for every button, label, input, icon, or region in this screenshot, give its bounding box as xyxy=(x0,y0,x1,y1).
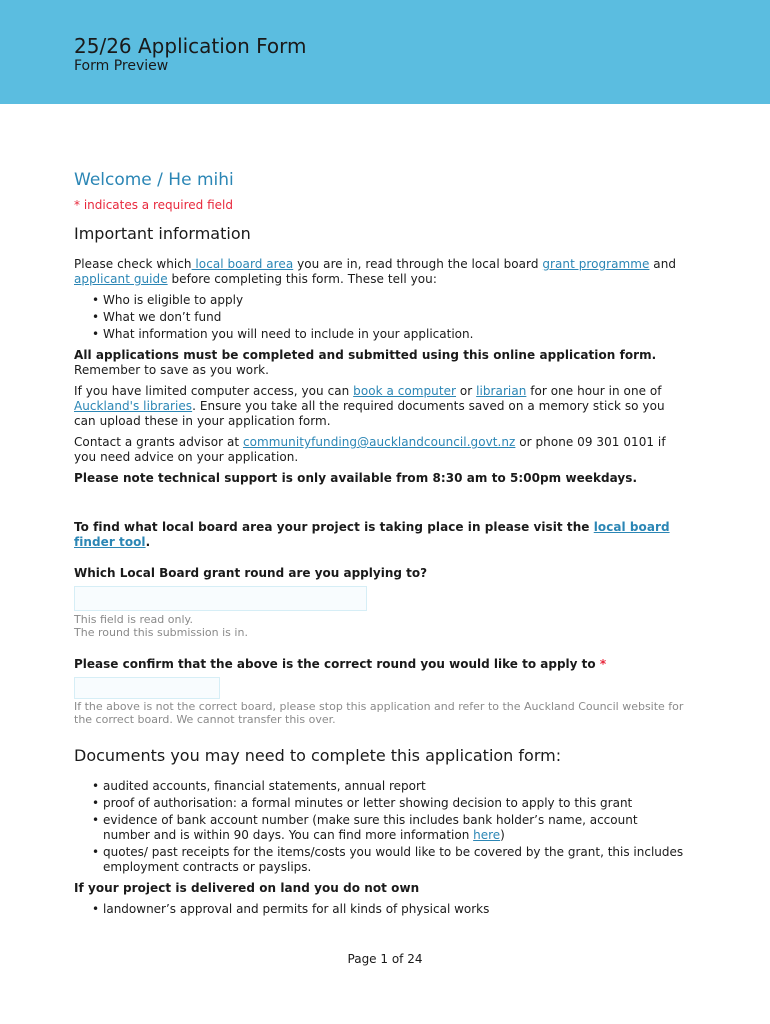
documents-heading: Documents you may need to complete this application form: xyxy=(74,746,562,765)
documents-list xyxy=(92,779,684,875)
local-board-finder-link[interactable]: local board finder tool xyxy=(74,520,670,549)
list-item: • Who is eligible to apply xyxy=(92,293,684,308)
eligibility-list xyxy=(92,293,684,342)
tech-support-note: Please note technical support is only available from 8:30 am to 5:00pm weekdays. xyxy=(74,471,638,485)
list-item: • audited accounts, financial statements, annual report xyxy=(92,779,684,794)
board-finder-paragraph: To find what local board area your project is taking place in please visit the local board finder tool. xyxy=(74,520,670,549)
form-title: 25/26 Application Form xyxy=(74,34,307,58)
form-header xyxy=(0,0,770,104)
list-item: • What we don’t fund xyxy=(92,310,684,325)
local-board-area-link[interactable]: local board area xyxy=(191,257,294,271)
form-subtitle: Form Preview xyxy=(74,58,169,74)
list-item: • quotes/ past receipts for the items/costs you would like to be covered by the grant, this includes employment contracts or payslips. xyxy=(92,845,684,875)
land-heading: If your project is delivered on land you do not own xyxy=(74,881,420,895)
welcome-heading: Welcome / He mihi xyxy=(74,170,234,190)
page-number: Page 1 of 24 xyxy=(347,952,423,966)
confirm-round-label: Please confirm that the above is the correct round you would like to apply to * xyxy=(74,657,607,671)
list-item: • evidence of bank account number (make sure this includes bank holder’s name, account number and is within 90 days. You can find more information here) xyxy=(92,813,684,843)
computer-access-paragraph: If you have limited computer access, you can book a computer or librarian for one hour in one of Auckland's libraries. Ensure you take all the required documents saved on a memory stick so you can upload these in your application form. xyxy=(74,384,665,428)
important-info-heading: Important information xyxy=(74,224,251,243)
list-item: • landowner’s approval and permits for all kinds of physical works xyxy=(92,902,684,917)
list-item: • What information you will need to include in your application. xyxy=(92,327,684,342)
auckland-libraries-link[interactable]: Auckland's libraries xyxy=(74,399,193,413)
grant-round-help-readonly: This field is read only. xyxy=(74,613,193,626)
confirm-round-help: If the above is not the correct board, please stop this application and refer to the Auckland Council website for the correct board. We cannot transfer this over. xyxy=(74,700,684,726)
grant-programme-link[interactable]: grant programme xyxy=(542,257,650,271)
required-star: * xyxy=(599,657,607,671)
check-paragraph: Please check which local board area you are in, read through the local board grant programme and applicant guide before completing this form. These tell you: xyxy=(74,257,677,286)
confirm-round-input[interactable] xyxy=(74,677,220,699)
bank-info-here-link[interactable]: here xyxy=(473,828,501,842)
email-link[interactable]: communityfunding@aucklandcouncil.govt.nz xyxy=(242,435,516,449)
librarian-link[interactable]: librarian xyxy=(476,384,527,398)
grant-round-help-round: The round this submission is in. xyxy=(74,626,248,639)
form-content xyxy=(74,170,684,923)
applicant-guide-link[interactable]: applicant guide xyxy=(74,272,168,286)
grant-round-input[interactable] xyxy=(74,586,367,611)
grant-round-label: Which Local Board grant round are you applying to? xyxy=(74,566,428,580)
required-field-note: * indicates a required field xyxy=(74,198,233,212)
list-item: • proof of authorisation: a formal minutes or letter showing decision to apply to this grant xyxy=(92,796,684,811)
book-computer-link[interactable]: book a computer xyxy=(353,384,457,398)
land-list xyxy=(92,902,684,917)
submission-note: All applications must be completed and submitted using this online application form. Remember to save as you work. xyxy=(74,348,657,377)
contact-paragraph: Contact a grants advisor at communityfunding@aucklandcouncil.govt.nz or phone 09 301 0101 if you need advice on your application. xyxy=(74,435,666,464)
